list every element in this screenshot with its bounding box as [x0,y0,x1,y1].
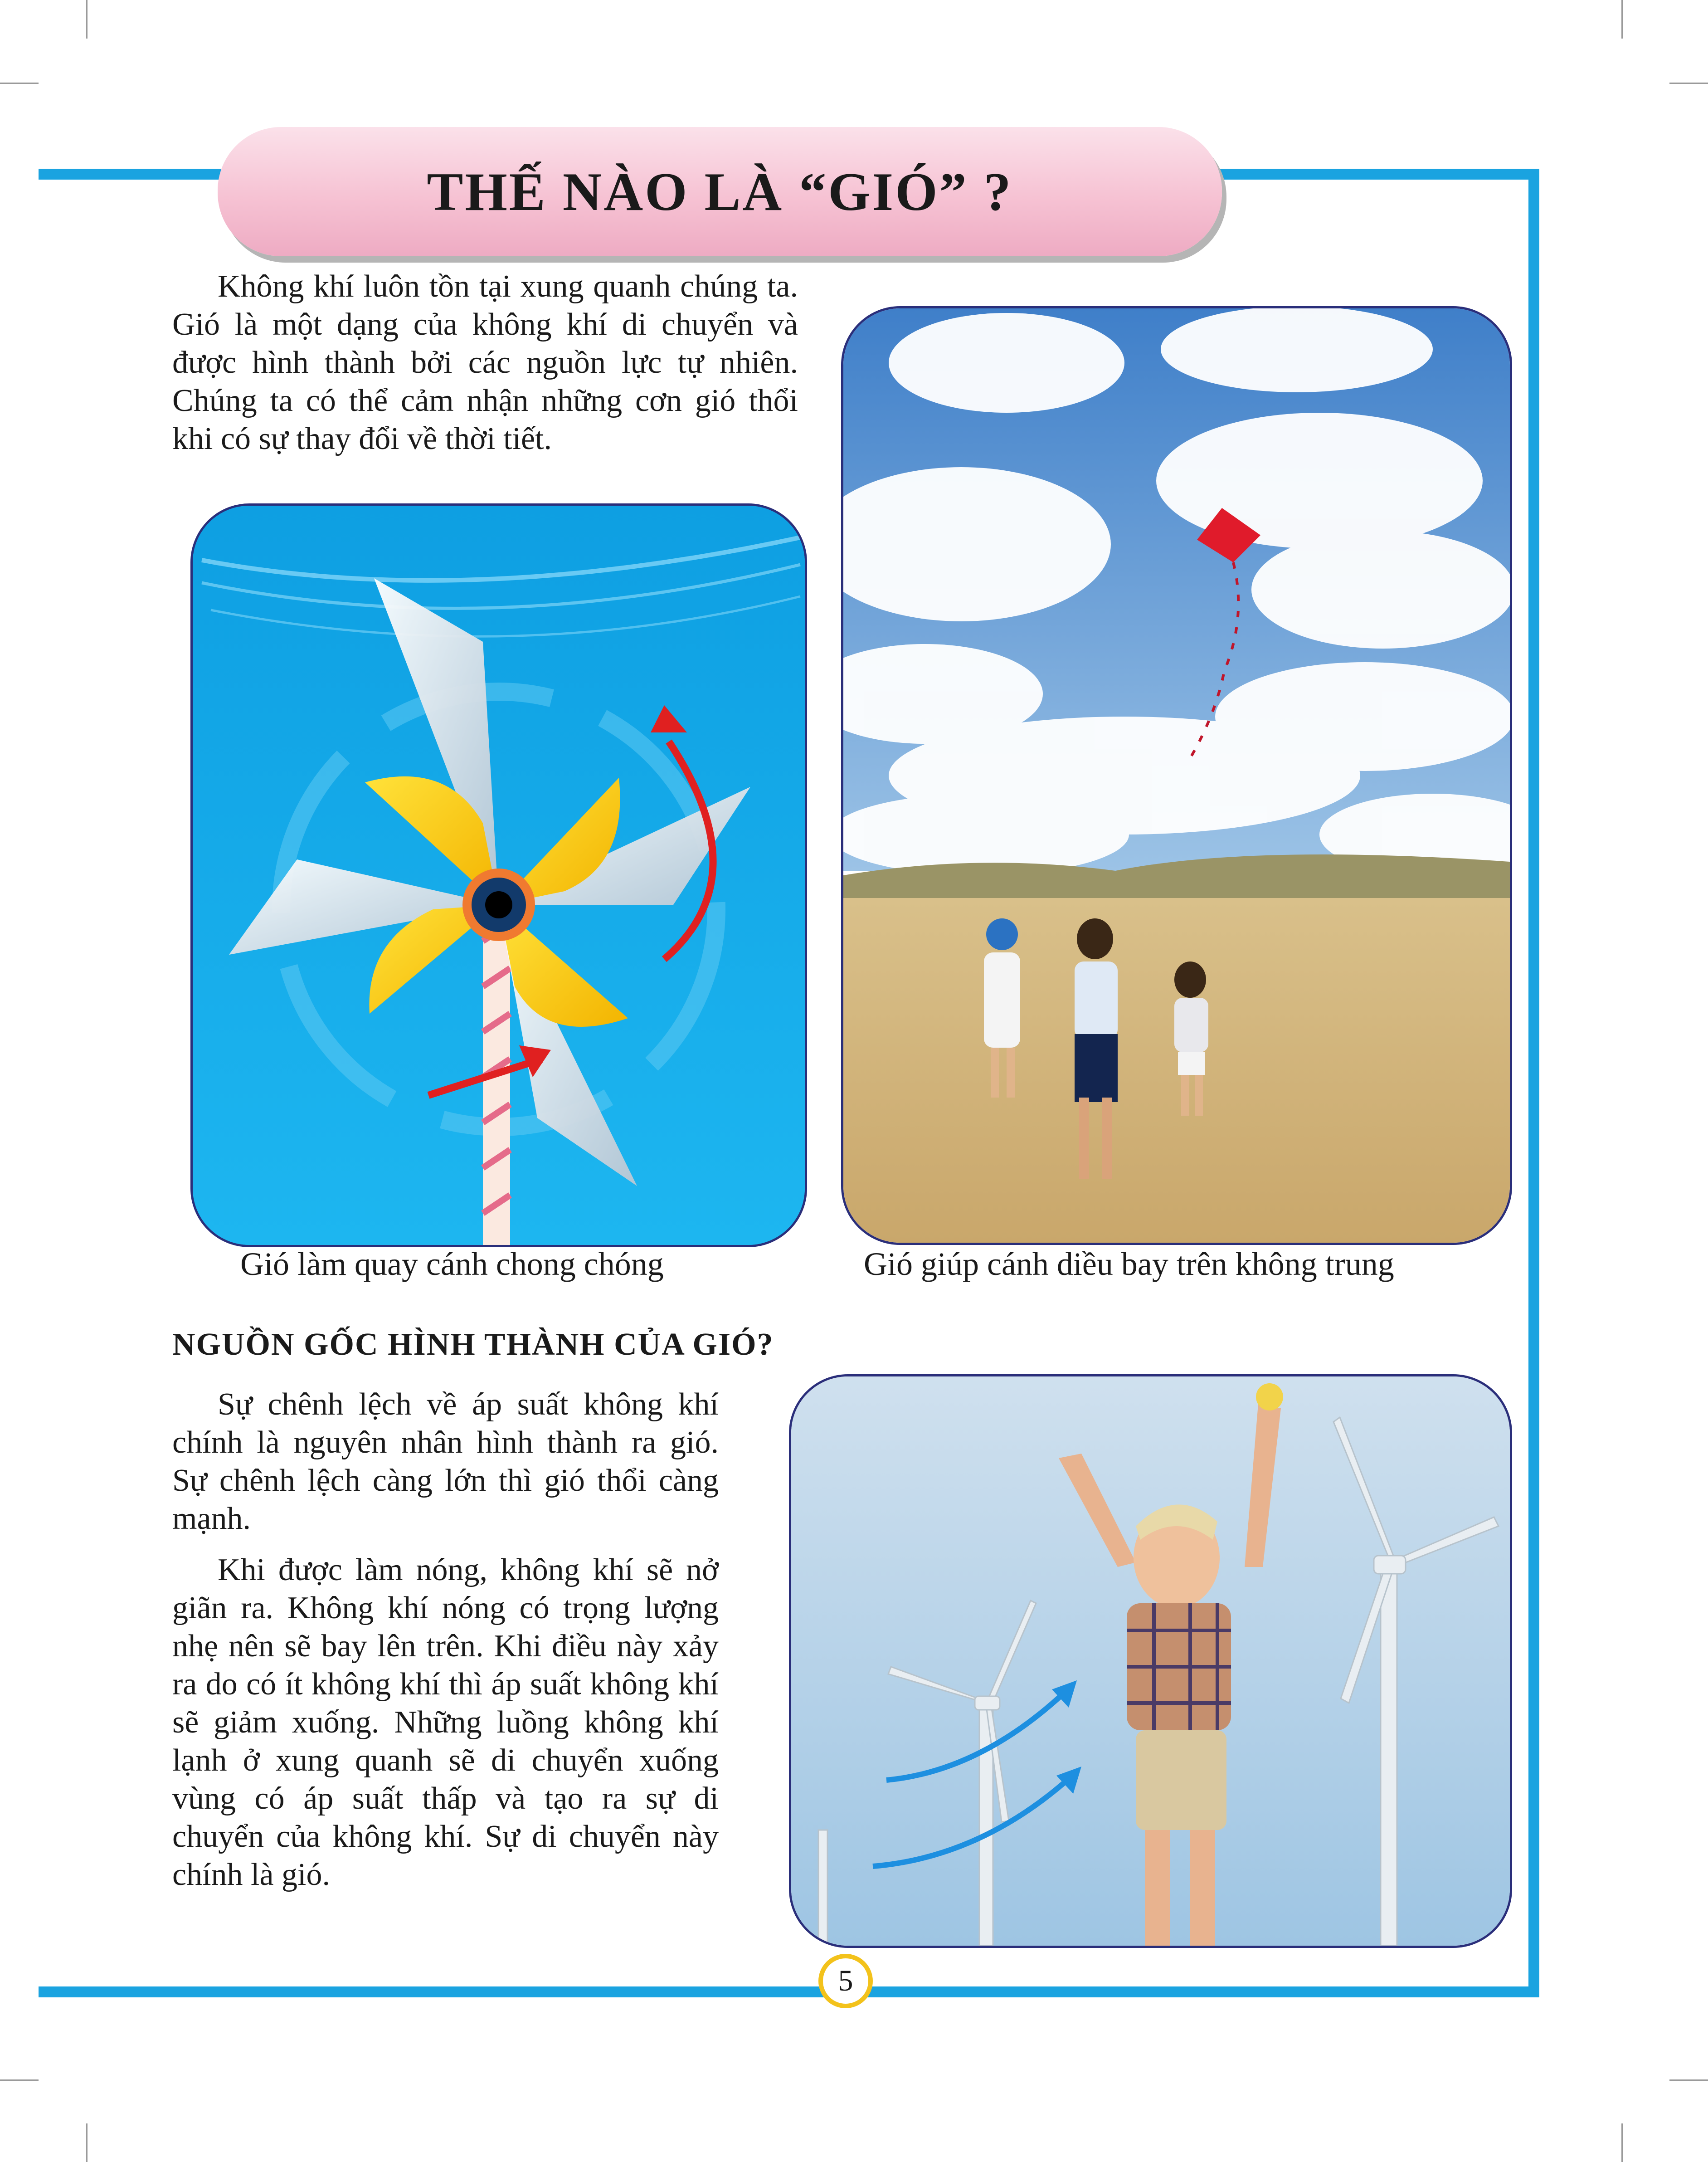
kite-caption: Gió giúp cánh diều bay trên không trung [864,1246,1394,1282]
section-heading: NGUỒN GỐC HÌNH THÀNH CỦA GIÓ? [172,1327,774,1362]
crop-mark [1621,2123,1623,2162]
page-number: 5 [838,1964,853,1997]
crop-mark [1669,2079,1708,2081]
warm-air-paragraph: Khi được làm nóng, không khí sẽ nở giãn ra. Không khí nóng có trọng lượng nhẹ nên sẽ bay lên trên. Khi điều này xảy ra do có ít không khí thì áp suất không khí sẽ giảm xuống. Những luồng không khí lạnh ở xung quanh sẽ di chuyển xuống vùng có áp suất thấp và tạo ra sự di chuyển của không khí. Sự di chuyển này chính là gió. [172,1552,719,1892]
page-frame-bottom [39,1986,1539,1997]
page-number-badge [818,1954,873,2008]
pinwheel-caption: Gió làm quay cánh chong chóng [240,1246,664,1282]
crop-mark [86,0,88,39]
pinwheel-illustration [190,503,807,1247]
page-frame-right [1528,169,1539,1997]
intro-paragraph: Không khí luôn tồn tại xung quanh chúng ta. Gió là một dạng của không khí di chuyển và được hình thành bởi các nguồn lực tự nhiên. Chúng ta có thể cảm nhận những cơn gió thổi khi có sự thay đổi về thời tiết. [172,269,798,456]
boy-wind-turbine-photo [789,1374,1512,1948]
page-title: THẾ NÀO LÀ “GIÓ” ? [427,161,1013,222]
boy-wind-turbine-drawing [791,1376,1510,1946]
crop-mark [0,2079,39,2081]
crop-mark [1669,83,1708,84]
crop-mark [86,2123,88,2162]
crop-mark [0,83,39,84]
kite-beach-photo [841,306,1512,1245]
kite-beach-drawing [843,308,1510,1243]
title-banner [218,127,1222,256]
pressure-paragraph: Sự chênh lệch về áp suất không khí chính là nguyên nhân hình thành ra gió. Sự chênh lệch càng lớn thì gió thổi càng mạnh. [172,1387,719,1536]
pinwheel-drawing [193,506,805,1245]
crop-mark [1621,0,1623,39]
